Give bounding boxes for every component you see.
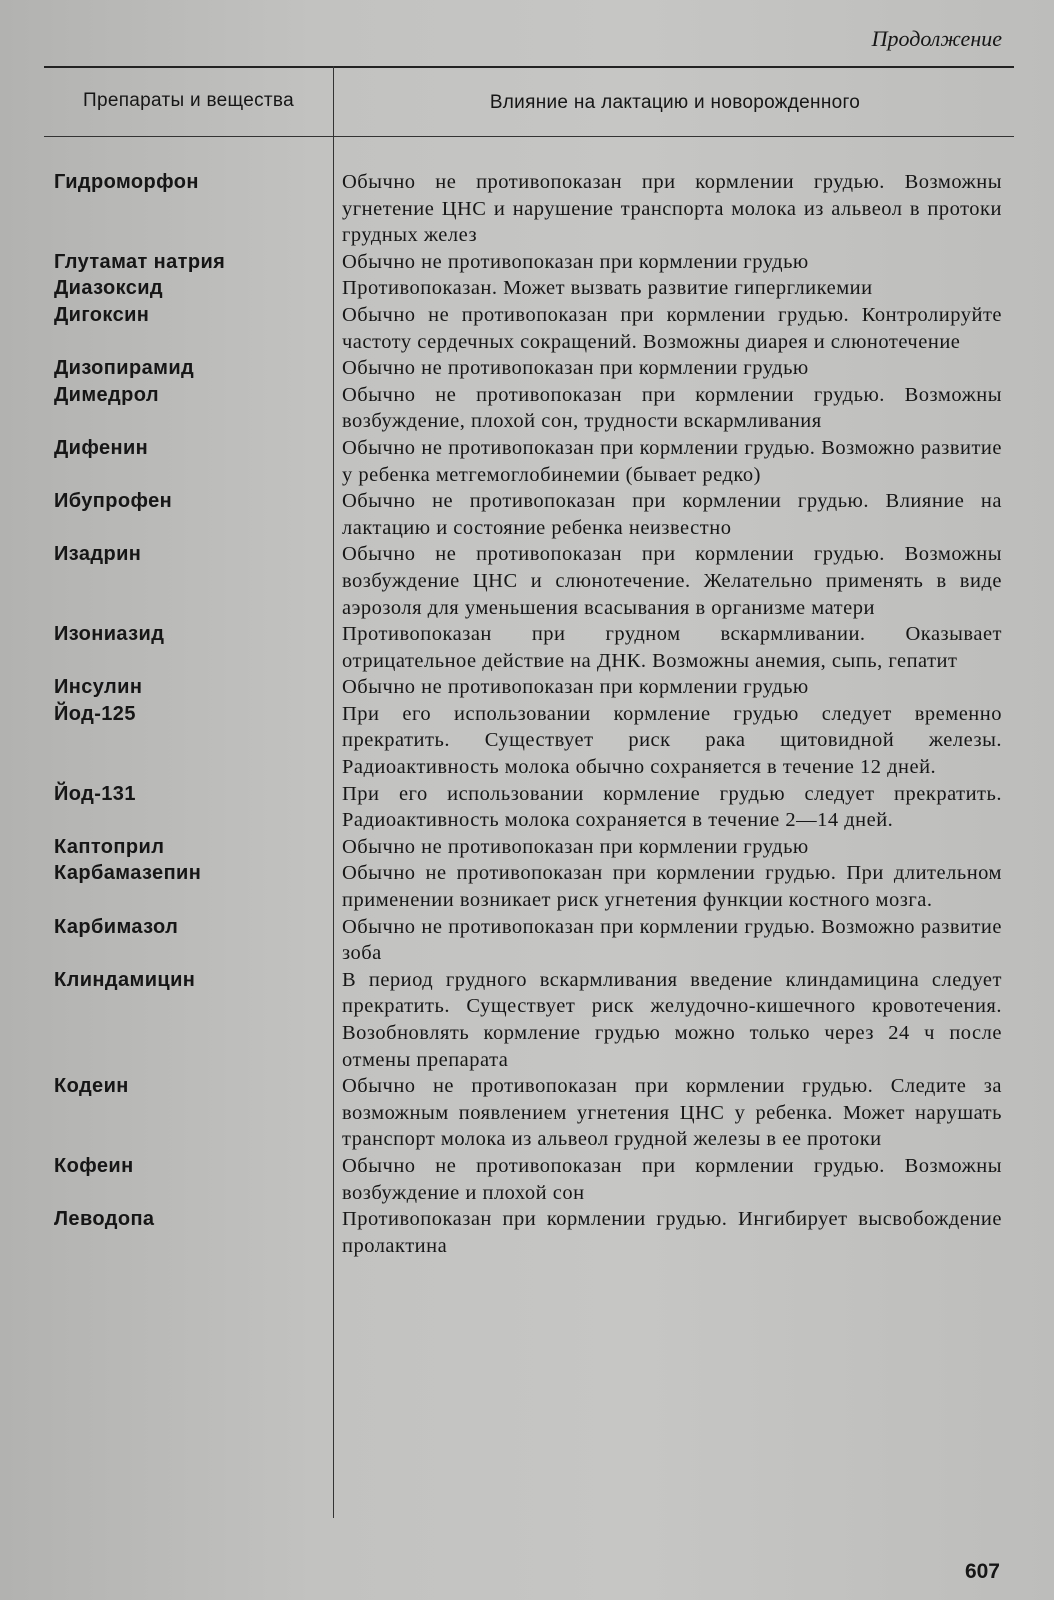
table-row <box>44 860 1014 913</box>
drug-name: Йод-125 <box>54 702 136 725</box>
table-row <box>44 701 1014 781</box>
column-header-drugs: Препараты и вещества <box>83 90 294 111</box>
drug-effect: Обычно не противопоказан при кормлении грудью. Возможно развитие зоба <box>342 915 1002 965</box>
table-row <box>44 967 1014 1073</box>
drug-effect: Обычно не противопоказан при кормлении грудью <box>342 250 809 273</box>
drug-name: Дигоксин <box>54 303 150 326</box>
drug-effect: Противопоказан при кормлении грудью. Ингибирует высвобождение пролактина <box>342 1208 1002 1257</box>
drug-name: Изониазид <box>54 623 165 646</box>
table-row <box>44 621 1014 674</box>
drug-name: Карбамазепин <box>54 862 202 885</box>
drug-effect: Противопоказан. Может вызвать развитие гипергликемии <box>342 277 873 300</box>
drug-effect: Обычно не противопоказан при кормлении грудью. Следите за возможным появлением угнетения ЦНС у ребенка. Может нарушать транспорт молока из альвеол грудной железы в ее протоки <box>342 1075 1002 1151</box>
drug-name: Глутамат натрия <box>54 250 226 273</box>
table-row <box>44 1073 1014 1153</box>
table-row <box>44 834 1014 861</box>
drug-name: Каптоприл <box>54 835 165 858</box>
drug-name: Инсулин <box>54 676 143 699</box>
drug-name: Леводопа <box>54 1208 155 1231</box>
table-row <box>44 1153 1014 1206</box>
table-row <box>44 674 1014 701</box>
drug-name: Дизопирамид <box>54 357 195 380</box>
page-number: 607 <box>964 1560 1000 1583</box>
drug-effect: Обычно не противопоказан при кормлении грудью. Возможны возбуждение, плохой сон, трудности вскармливания <box>342 383 1002 433</box>
drug-effect: Обычно не противопоказан при кормлении грудью. Влияние на лактацию и состояние ребенка неизвестно <box>342 490 1002 539</box>
table-row <box>44 355 1014 382</box>
drug-name: Кодеин <box>54 1075 129 1098</box>
drug-effect: При его использовании кормление грудью следует прекратить. Радиоактивность молока сохраняется в течение 2—14 дней. <box>342 782 1002 832</box>
table-row <box>44 435 1014 488</box>
drug-name: Ибупрофен <box>54 490 173 513</box>
column-header-effect: Влияние на лактацию и новорожденного <box>489 91 861 113</box>
drug-name: Йод-131 <box>54 782 136 805</box>
continuation-label: Продолжение <box>871 26 1002 51</box>
drug-table-body <box>44 169 1014 1259</box>
drug-name: Карбимазол <box>54 915 179 938</box>
drug-effect: Обычно не противопоказан при кормлении грудью. Возможны угнетение ЦНС и нарушение транспорта молока из альвеол в протоки грудных желез <box>342 171 1002 247</box>
table-row <box>44 1206 1014 1259</box>
drug-effect: Обычно не противопоказан при кормлении грудью. Возможно развитие у ребенка метгемоглобинемии (бывает редко) <box>342 436 1002 486</box>
drug-name: Дифенин <box>54 436 149 459</box>
table-row <box>44 541 1014 621</box>
drug-effect: Обычно не противопоказан при кормлении грудью. При длительном применении возникает риск угнетения функции костного мозга. <box>342 862 1002 912</box>
drug-effect: Противопоказан при грудном вскармливании. Оказывает отрицательное действие на ДНК. Возможны анемия, сыпь, гепатит <box>342 623 1002 672</box>
drug-effect: Обычно не противопоказан при кормлении грудью <box>342 676 809 699</box>
table-row <box>44 914 1014 967</box>
table-row <box>44 781 1014 834</box>
drug-name: Диазоксид <box>54 277 164 300</box>
drug-effect: Обычно не противопоказан при кормлении грудью. Возможны возбуждение и плохой сон <box>342 1154 1002 1204</box>
drug-effect: Обычно не противопоказан при кормлении грудью. Возможны возбуждение ЦНС и слюнотечение. Желательно применять в виде аэрозоля для уменьшения всасывания в организме матери <box>342 543 1002 619</box>
drug-name: Гидроморфон <box>54 171 199 193</box>
drug-name: Клиндамицин <box>54 968 196 991</box>
table-row <box>44 249 1014 276</box>
drug-effect: Обычно не противопоказан при кормлении грудью. Контролируйте частоту сердечных сокращений. Возможны диарея и слюнотечение <box>342 303 1002 353</box>
table-row <box>44 382 1014 435</box>
table-row <box>44 275 1014 302</box>
drug-effect: Обычно не противопоказан при кормлении грудью <box>342 835 809 858</box>
drug-name: Кофеин <box>54 1154 134 1177</box>
table-header-rule <box>44 136 1014 137</box>
table-row <box>44 169 1014 249</box>
drug-effect: В период грудного вскармливания введение клиндамицина следует прекратить. Существует риск желудочно-кишечного кровотечения. Возобновлять кормление грудью можно только через 24 ч после отмены препарата <box>342 968 1002 1071</box>
drug-effect: При его использовании кормление грудью следует временно прекратить. Существует риск рака щитовидной железы. Радиоактивность молока обычно сохраняется в течение 12 дней. <box>342 702 1002 779</box>
drug-name: Димедрол <box>54 383 159 406</box>
drug-effect: Обычно не противопоказан при кормлении грудью <box>342 357 809 380</box>
table-row <box>44 488 1014 541</box>
drug-name: Изадрин <box>54 543 142 566</box>
table-row <box>44 302 1014 355</box>
